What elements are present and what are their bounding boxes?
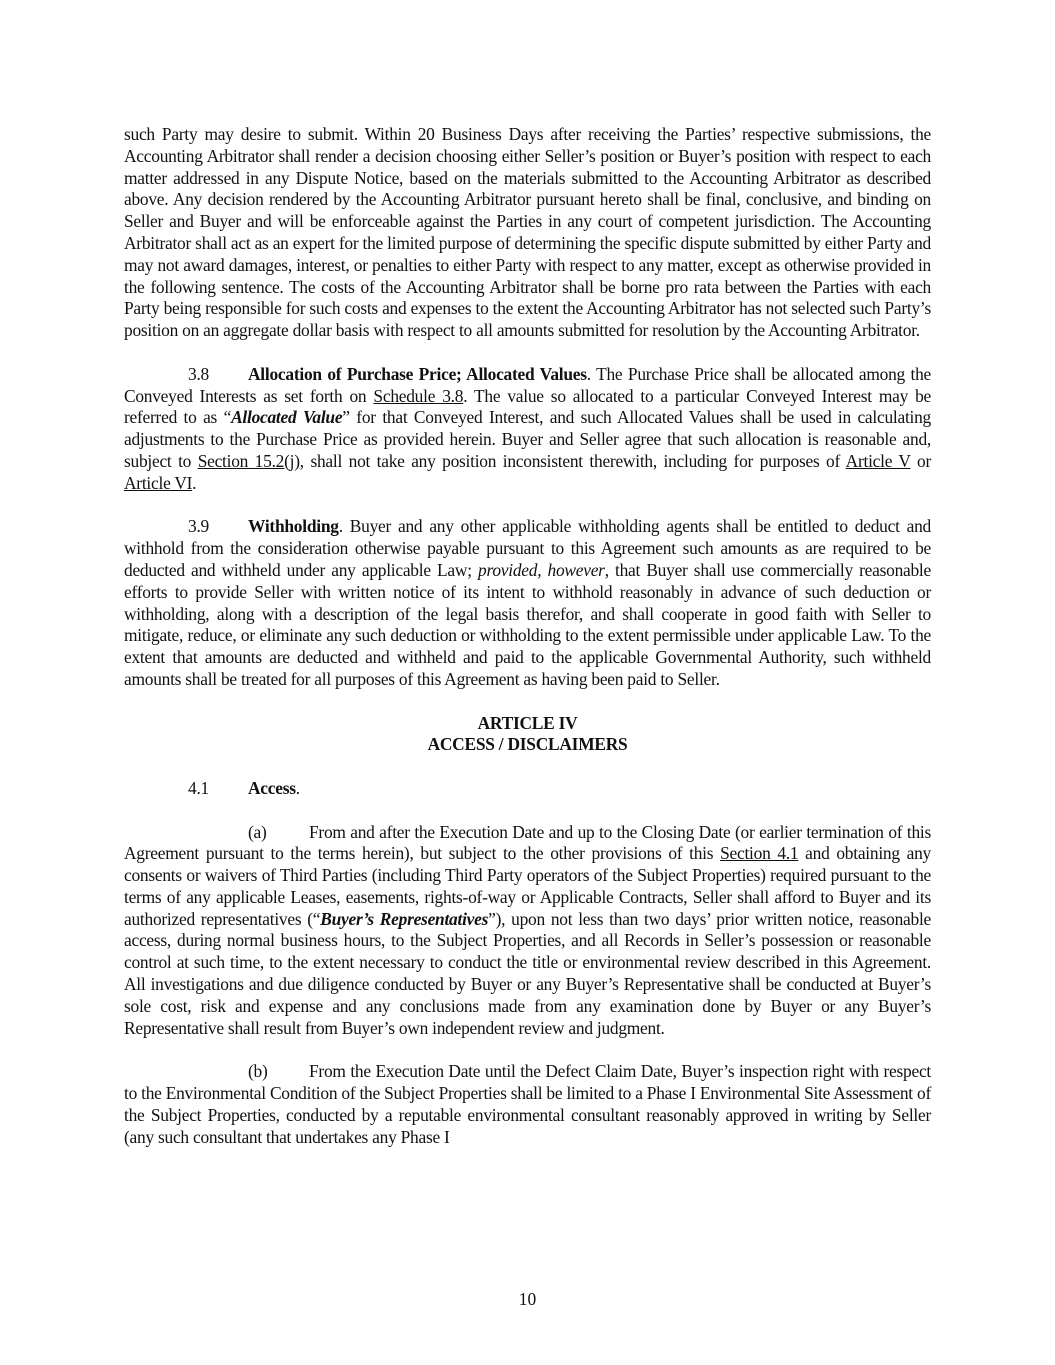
section-heading: Withholding	[248, 516, 339, 537]
article-vi-link[interactable]: Article VI	[124, 472, 193, 493]
article-number: ARTICLE IV	[477, 712, 578, 733]
page-number: 10	[518, 1289, 537, 1309]
continuation-paragraph: such Party may desire to submit. Within 20 Business Days after receiving the Parties’ respective submissions, the Accounting Arbitrator shall render a decision choosing either Seller’s position or Buyer’s position with respect to each matter addressed in any Dispute Notice, based on the materials submitted to the Accounting Arbitrator as described above. Any decision rendered by the Accounting Arbitrator pursuant hereto shall be final, conclusive, and binding on Seller and Buyer and will be enforceable against the Parties in any court of competent jurisdiction. The Accounting Arbitrator shall act as an expert for the limited purpose of determining the specific dispute submitted by either Party and may not award damages, interest, or penalties to either Party with respect to any matter, except as otherwise provided in the following sentence. The costs of the Accounting Arbitrator shall be borne pro rata between the Parties with each Party being responsible for such costs and expenses to the extent the Accounting Arbitrator has not selected such Party’s position on an aggregate dollar basis with respect to all amounts submitted for resolution by the Accounting Arbitrator.	[124, 124, 931, 341]
subsection-b-paragraph: (b) From the Execution Date until the Defect Claim Date, Buyer’s inspection right with respect to the Environmental Condition of the Subject Properties shall be limited to a Phase I Environmental Site Assessment of the Subject Properties, conducted by a reputable environmental consultant reasonably approved in writing by Seller (any such consultant that undertakes any Phase I	[124, 1061, 931, 1147]
subsection-label: (b)	[248, 1061, 268, 1082]
section-heading: Allocation of Purchase Price; Allocated Values	[248, 363, 587, 384]
document-page	[124, 124, 931, 1148]
section-3-8-paragraph: 3.8 Allocation of Purchase Price; Allocated Values. The Purchase Price shall be allocated among the Conveyed Interests as set forth on Schedule 3.8. The value so allocated to a particular Conveyed Interest may be referred to as “Allocated Value” for that Conveyed Interest, and such Allocated Values shall be used in calculating adjustments to the Purchase Price as provided herein. Buyer and Seller agree that such allocation is reasonable and, subject to Section 15.2(j), shall not take any position inconsistent therewith, including for purposes of Article V or Article VI.	[124, 363, 931, 493]
defined-term: Buyer’s Representatives	[320, 908, 489, 929]
subsection-label: (a)	[248, 821, 267, 842]
section-number: 3.9	[188, 516, 209, 537]
article-heading	[124, 713, 931, 757]
section-15-2-j-link[interactable]: Section 15.2(j)	[197, 450, 300, 471]
section-heading: Access	[248, 777, 296, 798]
proviso-italic: provided, however	[478, 559, 605, 580]
section-4-1-link[interactable]: Section 4.1	[720, 843, 799, 864]
defined-term: Allocated Value	[231, 407, 343, 428]
section-3-9-paragraph: 3.9 Withholding. Buyer and any other applicable withholding agents shall be entitled to deduct and withhold from the consideration otherwise payable pursuant to this Agreement such amounts as are required to be deducted and withheld under any applicable Law; provided, however, that Buyer shall use commercially reasonable efforts to provide Seller with written notice of its intent to withhold reasonably in advance of such deduction or withholding, along with a description of the legal basis therefor, and shall cooperate in good faith with Seller to mitigate, reduce, or eliminate any such deduction or withholding to the extent permissible under applicable Law. To the extent that amounts are deducted and withheld and paid to the applicable Governmental Authority, such withheld amounts shall be treated for all purposes of this Agreement as having been paid to Seller.	[124, 516, 931, 689]
subsection-a-paragraph: (a) From and after the Execution Date and up to the Closing Date (or earlier termination of this Agreement pursuant to the terms herein), but subject to the other provisions of this Section 4.1 and obtaining any consents or waivers of Third Parties (including Third Party operators of the Subject Properties) required pursuant to the terms of any applicable Leases, easements, rights-of-way or Applicable Contracts, Seller shall afford to Buyer and its authorized representatives (“Buyer’s Representatives”), upon not less than two days’ prior written notice, reasonable access, during normal business hours, to the Subject Properties, and all Records in Seller’s possession or reasonable control at such time, to the extent necessary to conduct the title or environmental review described in this Agreement. All investigations and due diligence conducted by Buyer or any Buyer’s Representative shall be conducted at Buyer’s sole cost, risk and expense and any conclusions made from any examination done by Buyer or any Buyer’s Representative shall result from Buyer’s own independent review and judgment.	[124, 821, 932, 1038]
schedule-3-8-link[interactable]: Schedule 3.8	[373, 385, 464, 406]
section-4-1-heading: 4.1 Access.	[188, 777, 300, 798]
section-number: 3.8	[188, 363, 209, 384]
article-title: ACCESS / DISCLAIMERS	[427, 734, 628, 755]
section-number: 4.1	[188, 777, 209, 798]
article-v-link[interactable]: Article V	[845, 450, 911, 471]
